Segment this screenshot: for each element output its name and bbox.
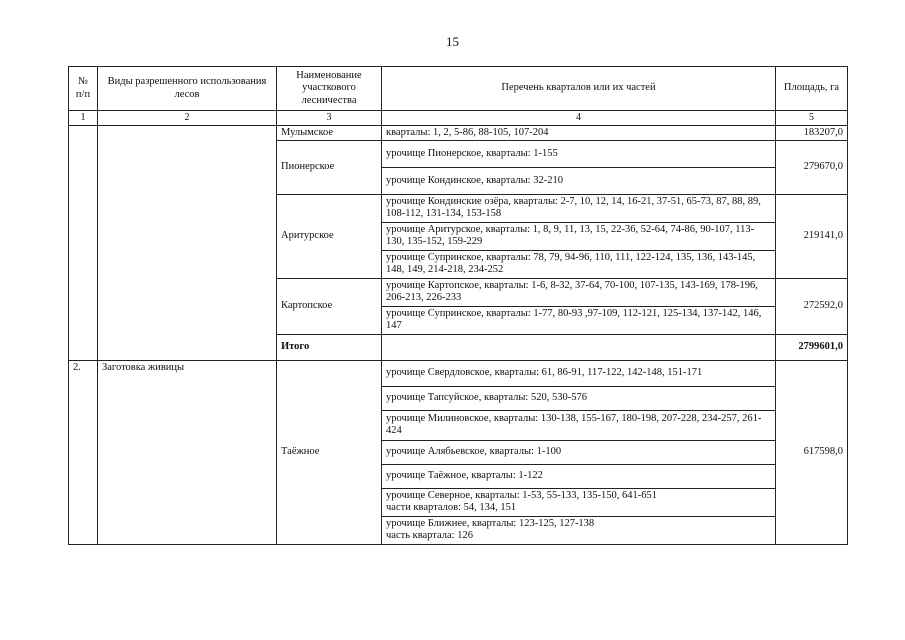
header-forestry: Наименование участкового лесничества <box>277 67 382 111</box>
header-num: № п/п <box>69 67 98 111</box>
quarters-line: урочище Ближнее, кварталы: 123-125, 127-138 <box>386 518 595 529</box>
quarters-cell: урочище Кондинское, кварталы: 32-210 <box>382 167 776 194</box>
column-number-4: 4 <box>382 111 776 126</box>
section1-num-cell <box>69 125 98 360</box>
page-number: 15 <box>446 34 459 49</box>
section2-type: Заготовка живицы <box>98 360 277 544</box>
header-row <box>69 67 848 111</box>
quarters-cell <box>382 488 776 516</box>
area-cell: 617598,0 <box>776 360 848 544</box>
quarters-line: урочище Милиновское, кварталы: 130-138, 155-167, 180-198, 207-228, 234-257, 261-424 <box>386 413 762 437</box>
column-number-5: 5 <box>776 111 848 126</box>
forestry-name: Мулымское <box>277 125 382 140</box>
header-quarters: Перечень кварталов или их частей <box>382 67 776 111</box>
forestry-name: Картопское <box>277 278 382 334</box>
quarters-cell: урочище Супринское, кварталы: 1-77, 80-93 ,97-109, 112-121, 125-134, 137-142, 146, 147 <box>382 306 776 334</box>
quarters-cell <box>382 360 776 386</box>
section2-num: 2. <box>69 360 98 544</box>
quarters-cell <box>382 464 776 488</box>
total-area: 2799601,0 <box>776 334 848 360</box>
total-label: Итого <box>277 334 382 360</box>
quarters-sub-line: части кварталов: 54, 134, 151 <box>386 502 517 514</box>
quarters-cell: урочище Аритурское, кварталы: 1, 8, 9, 11, 13, 15, 22-36, 52-64, 74-86, 90-107, 113-130, 135-152, 159-229 <box>382 222 776 250</box>
forest-use-table <box>68 66 848 545</box>
quarters-cell: урочище Кондинские озёра, кварталы: 2-7, 10, 12, 14, 16-21, 37-51, 65-73, 87, 88, 89, 108-112, 131-134, 153-158 <box>382 194 776 222</box>
column-number-1: 1 <box>69 111 98 126</box>
area-cell: 183207,0 <box>776 125 848 140</box>
quarters-line: урочище Северное, кварталы: 1-53, 55-133, 135-150, 641-651 <box>386 490 657 501</box>
forestry-name: Аритурское <box>277 194 382 278</box>
quarters-cell: кварталы: 1, 2, 5-86, 88-105, 107-204 <box>382 125 776 140</box>
column-number-2: 2 <box>98 111 277 126</box>
quarters-line: урочище Алябьевское, кварталы: 1-100 <box>386 446 562 458</box>
quarters-cell <box>382 386 776 410</box>
quarters-line: урочище Свердловское, кварталы: 61, 86-91, 117-122, 142-148, 151-171 <box>386 367 703 379</box>
quarters-cell <box>382 440 776 464</box>
table-row <box>69 360 848 386</box>
quarters-line: урочище Тапсуйское, кварталы: 520, 530-576 <box>386 392 587 404</box>
column-number-row <box>69 111 848 126</box>
quarters-cell: урочище Супринское, кварталы: 78, 79, 94-96, 110, 111, 122-124, 135, 136, 143-145, 148, 149, 214-218, 234-252 <box>382 250 776 278</box>
header-types: Виды разрешенного использования лесов <box>98 67 277 111</box>
area-cell: 219141,0 <box>776 194 848 278</box>
quarters-line: урочище Таёжное, кварталы: 1-122 <box>386 470 543 482</box>
forestry-name: Таёжное <box>277 360 382 544</box>
quarters-cell: урочище Пионерское, кварталы: 1-155 <box>382 140 776 167</box>
header-area: Площадь, га <box>776 67 848 111</box>
quarters-cell <box>382 410 776 440</box>
section1-type-cell <box>98 125 277 360</box>
column-number-3: 3 <box>277 111 382 126</box>
quarters-cell: урочище Картопское, кварталы: 1-6, 8-32, 37-64, 70-100, 107-135, 143-169, 178-196, 206-213, 226-233 <box>382 278 776 306</box>
area-cell: 279670,0 <box>776 140 848 194</box>
area-cell: 272592,0 <box>776 278 848 334</box>
quarters-cell <box>382 516 776 544</box>
quarters-sub-line: часть квартала: 126 <box>386 530 473 542</box>
table-row <box>69 125 848 140</box>
forestry-name: Пионерское <box>277 140 382 194</box>
total-quarters-cell <box>382 334 776 360</box>
